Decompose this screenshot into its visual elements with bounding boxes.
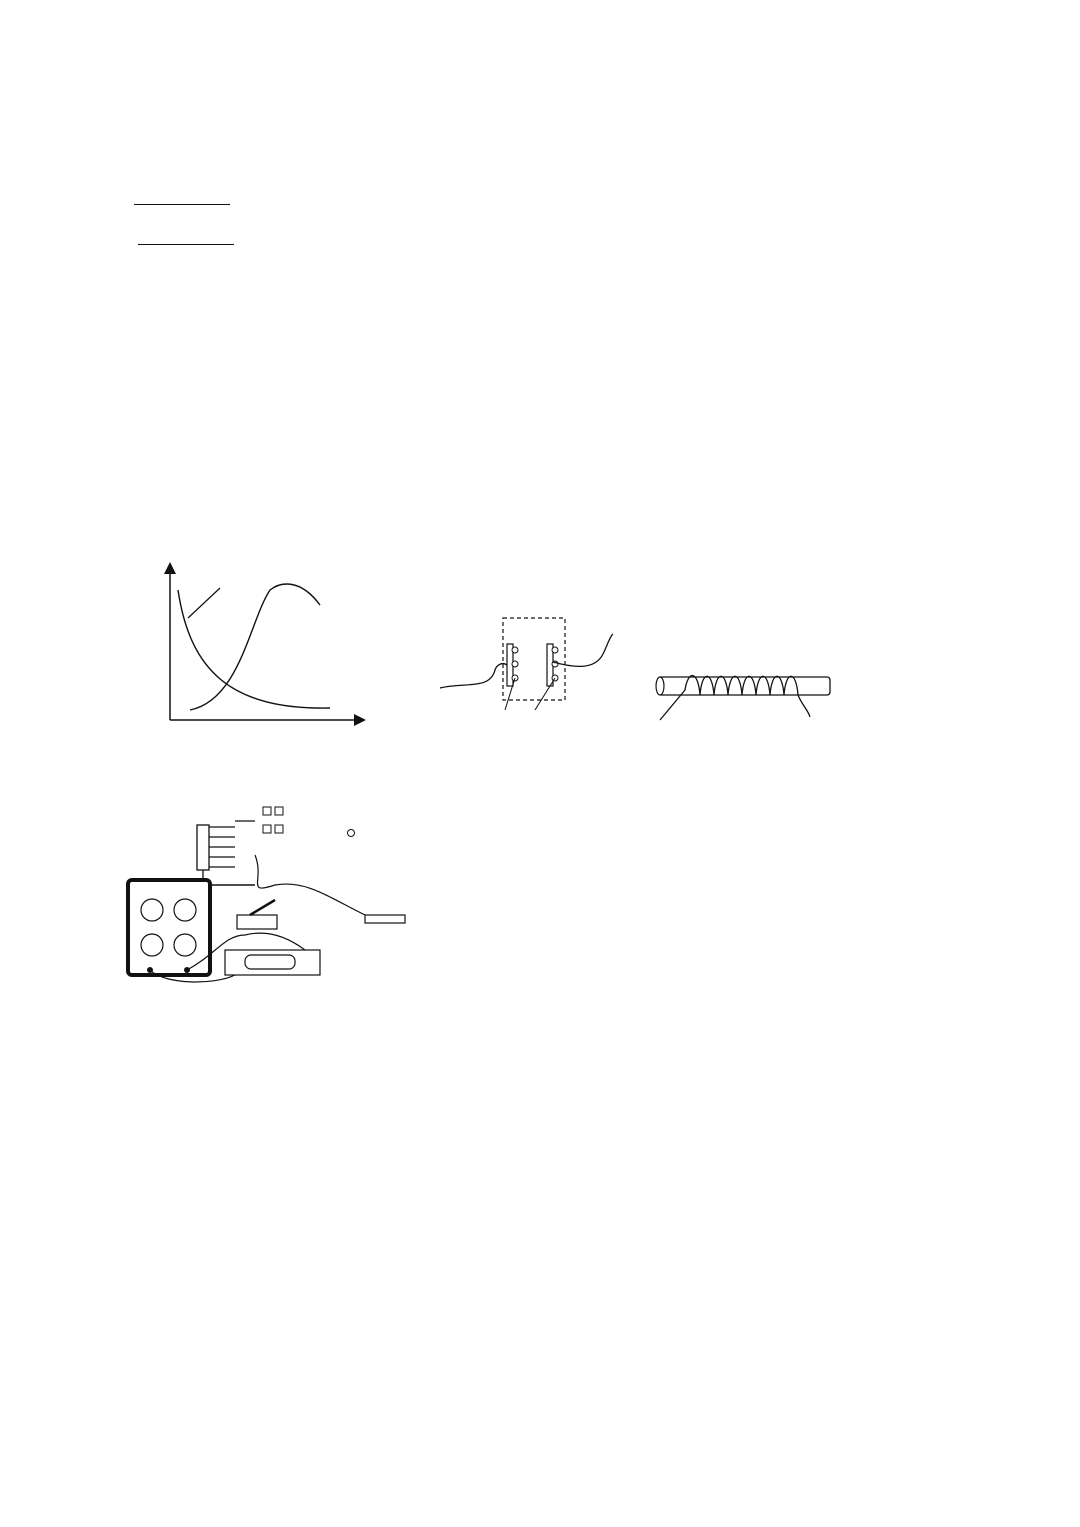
figure-yi-drawing: [435, 610, 635, 730]
dial-1[interactable]: [174, 934, 196, 956]
figure-ding: [125, 785, 585, 985]
relay-core: [197, 825, 209, 870]
answer-blank-3[interactable]: [134, 186, 230, 205]
ntc-leader: [188, 588, 220, 618]
dial-1000[interactable]: [141, 899, 163, 921]
figure-yi: [435, 610, 635, 730]
figure-bing: [650, 655, 840, 730]
figure-jia: [150, 560, 370, 735]
ptc-curve: [190, 584, 320, 710]
dial-100[interactable]: [174, 899, 196, 921]
battery: [245, 955, 295, 969]
ntc-curve: [178, 590, 330, 708]
answer-blank-4[interactable]: [138, 226, 234, 245]
thermistor-probe: [365, 915, 405, 923]
ding-circuit: [125, 785, 585, 985]
q31-line-3b: [128, 186, 236, 210]
coil-drawing: [650, 655, 840, 730]
figure-jia-graph: [150, 560, 370, 735]
knife-switch[interactable]: [237, 915, 277, 929]
resistance-box: [128, 880, 210, 975]
q31-line-4: [132, 226, 240, 250]
dial-10[interactable]: [141, 934, 163, 956]
